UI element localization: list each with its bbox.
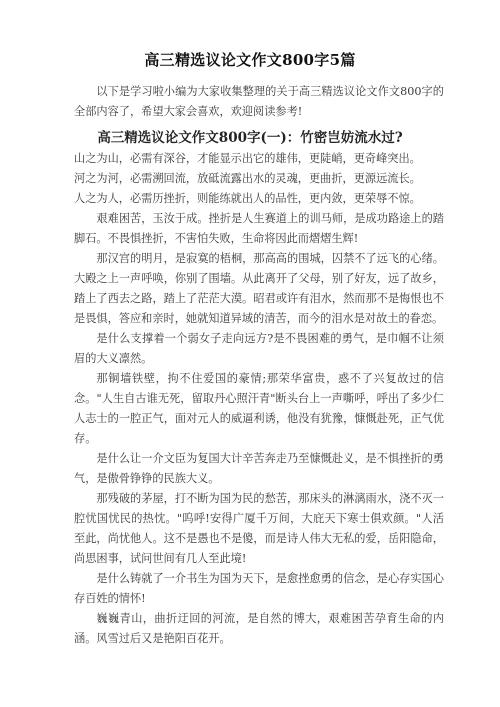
paragraph-9: 那残破的茅屋，打不断为国为民的愁苦，那床头的淋漓雨水，浇不灭一腔忧国忧民的热忱。"呜呼!安得广厦千万间，大庇天下寒士俱欢颜。"人活至此，尚忧他人。这不是愚也不是傻，而是诗人伟大无私的爱，岳阳隐命，尚思困事，试问世间有几人至此境!	[74, 492, 444, 565]
essay-title: 高三精选议论文作文800字(一)：竹密岂妨流水过?	[97, 130, 403, 146]
paragraph-8: 是什么让一介文臣为复国大计辛苦奔走乃至慷慨赴义，是不惧挫折的勇气，是傲骨铮铮的民族大义。	[74, 452, 444, 485]
paragraph-1: 山之为山，必需有深谷，才能显示出它的雄伟，更陡峭，更奇峰突出。	[74, 152, 421, 165]
intro-paragraph: 以下是学习啦小编为大家收集整理的关于高三精选议论文作文800字的全部内容了，希望大家会喜欢，欢迎阅读参考!	[74, 85, 444, 118]
paragraph-11: 巍巍青山，曲折迂回的河流，是自然的博大，艰难困苦孕育生命的内涵。风雪过后又是艳阳百花开。	[74, 612, 444, 645]
essay-body	[74, 149, 444, 649]
paragraph-7: 那铜墙铁壁，拘不住爱国的豪情;那荣华富贵，惑不了兴复故过的信念。"人生自古谁无死，留取丹心照汗青"断头台上一声嘶呼，呼出了多少仁人志士的一腔正气，面对元人的威逼利诱，他没有犹豫，慷慨赴死，正气优存。	[74, 372, 444, 445]
page-title: 高三精选议论文作文800字5篇	[144, 51, 356, 69]
paragraph-4: 艰难困苦，玉汝于成。挫折是人生赛道上的训马师，是成功路途上的踏脚石。不畏惧挫折，不害怕失败，生命将因此而熠熠生辉!	[74, 212, 444, 245]
paragraph-10: 是什么铸就了一介书生为国为天下，是愈挫愈勇的信念，是心存实国心存百姓的情怀!	[74, 572, 444, 605]
paragraph-3: 人之为人，必需历挫折，则能练就出人的品性，更内敛，更荣辱不惊。	[74, 192, 421, 205]
intro-section	[74, 82, 444, 122]
paragraph-5: 那汉宫的明月，是寂寞的梧桐，那高高的围城，囚禁不了远飞的心绪。大殿之上一声呼唤，你别了围墙。从此离开了父母，别了好友，远了故乡，踏上了西去之路，踏上了茫茫大漠。昭君或许有泪水，然而那不是悔恨也不是畏惧，答应和亲时，她就知道异域的清苦，而今的泪水是对故土的眷恋。	[74, 252, 444, 325]
paragraph-2: 河之为河，必需溯回流，放砥流露出水的灵魂，更曲折，更源远流长。	[74, 172, 421, 185]
paragraph-6: 是什么支撑着一个弱女子走向远方?是不畏困难的勇气，是巾帼不让须眉的大义凛然。	[74, 332, 444, 365]
